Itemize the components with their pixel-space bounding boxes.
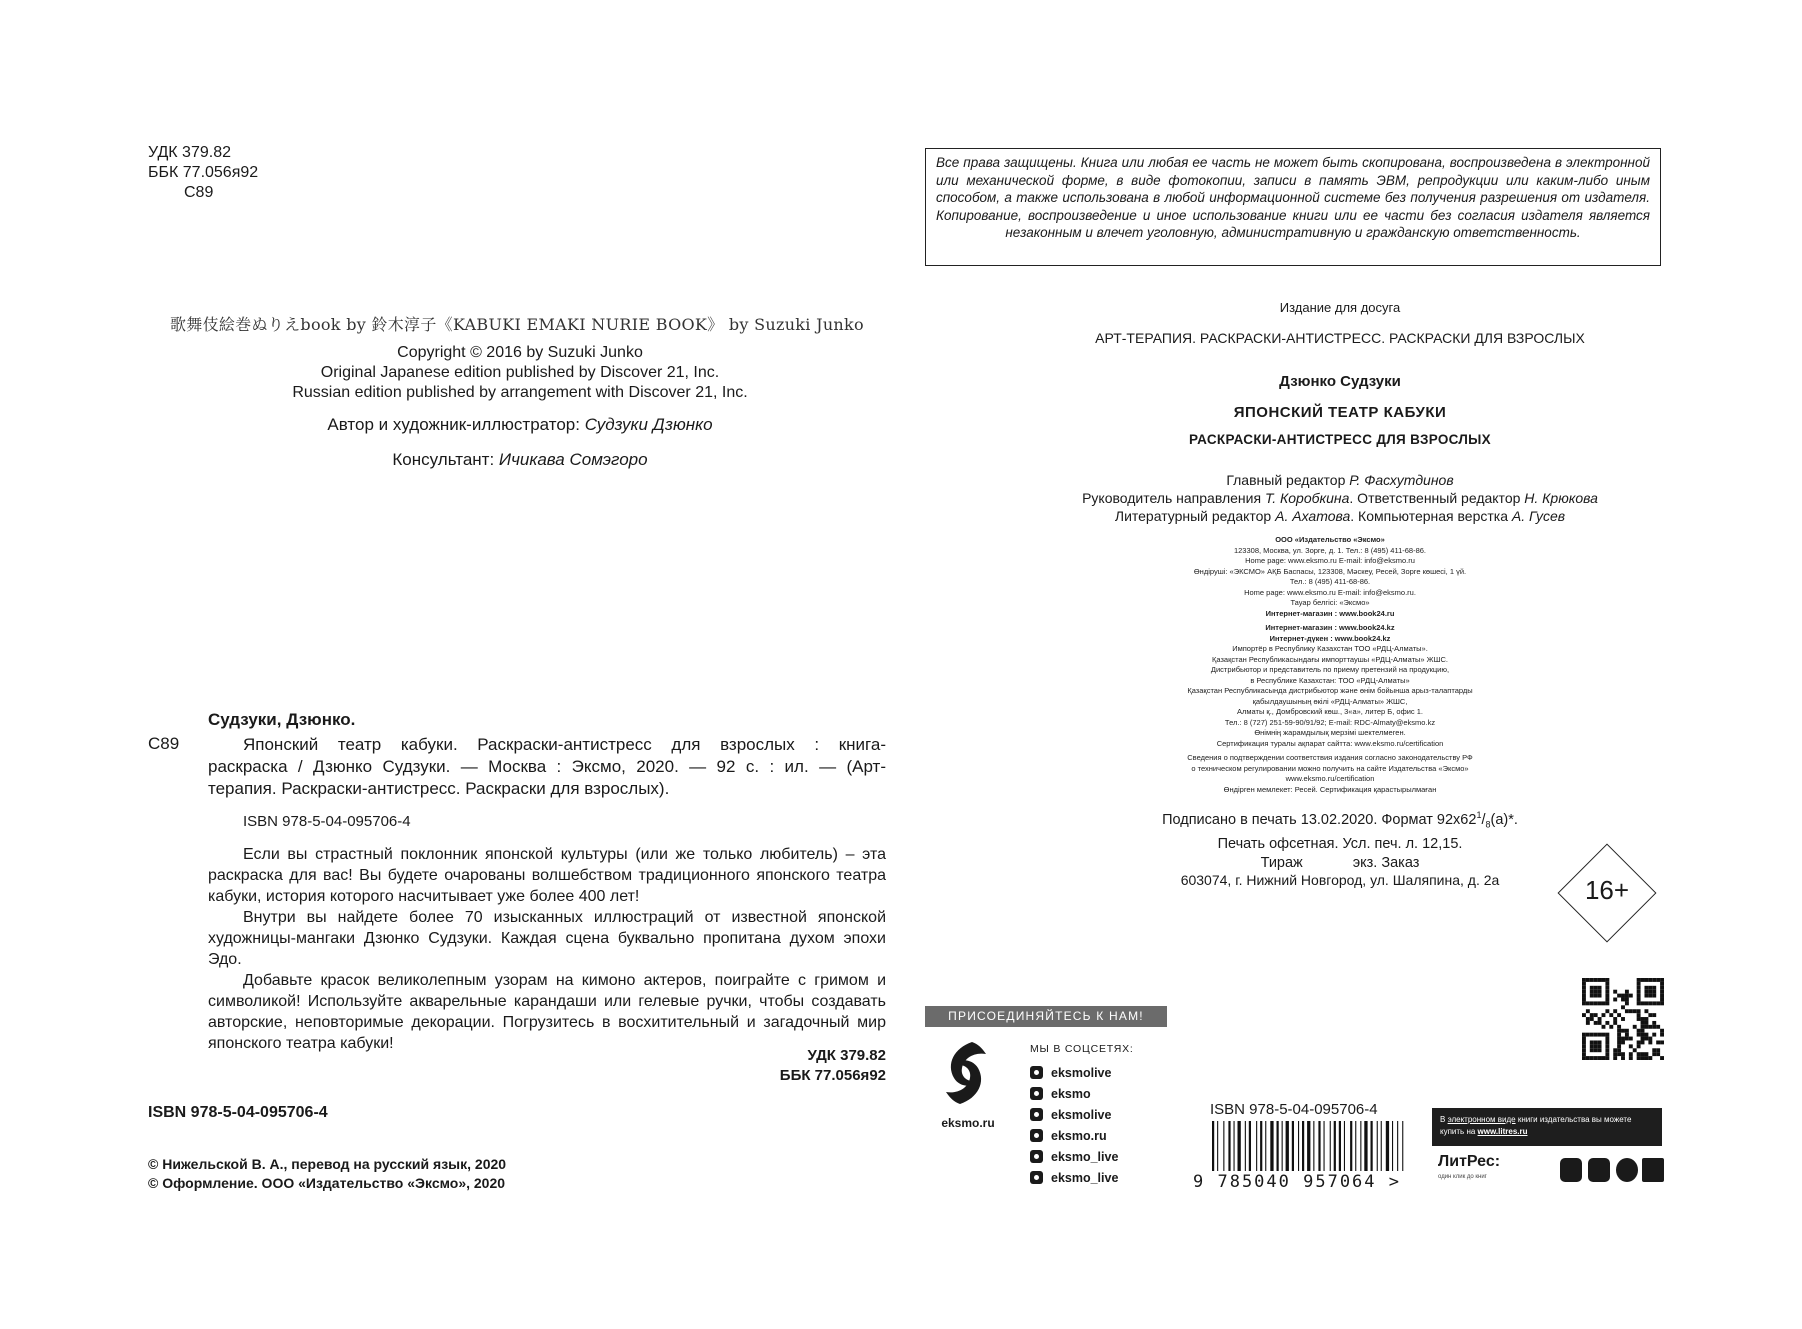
- social-item[interactable]: [1030, 1125, 1118, 1146]
- copyright-line: Copyright © 2016 by Suzuki Junko: [397, 344, 643, 361]
- copyright-line: Russian edition published by arrangement with Discover 21, Inc.: [292, 384, 748, 401]
- barcode-bar: [1217, 1121, 1218, 1171]
- social-heading: МЫ В СОЦСЕТЯХ:: [1030, 1043, 1134, 1055]
- publisher-info: [1050, 535, 1610, 795]
- print-run-label: Тираж: [1260, 854, 1303, 871]
- social-handle: eksmo.ru: [1051, 1128, 1107, 1143]
- bbk-code: ББК 77.056я92: [148, 164, 259, 181]
- windows-phone-icon: [1616, 1158, 1638, 1182]
- barcode-bar: [1364, 1121, 1367, 1171]
- litres-block: [1432, 1108, 1662, 1190]
- publisher-line: Интернет-дүкен : www.book24.kz: [1269, 633, 1391, 643]
- responsible-editor: Н. Крюкова: [1524, 490, 1598, 506]
- barcode-bar: [1286, 1121, 1289, 1171]
- udk-code: УДК 379.82: [148, 144, 231, 161]
- book-title: ЯПОНСКИЙ ТЕАТР КАБУКИ: [1233, 404, 1447, 421]
- barcode-bar: [1238, 1121, 1241, 1171]
- litres-text: купить на: [1440, 1127, 1478, 1136]
- publisher-line: Сертификация туралы ақпарат сайтта: www.eksmo.ru/certification: [1216, 738, 1444, 748]
- format-fraction-num: 1: [1476, 810, 1482, 820]
- publisher-line: о техническом регулировании можно получить на сайте Издательства «Эксмо»: [1191, 763, 1469, 773]
- barcode-digits: 9 785040 957064 >: [1193, 1172, 1401, 1192]
- publisher-line: Home page: www.eksmo.ru E-mail: info@eksmo.ru: [1245, 556, 1415, 565]
- barcode-bar: [1228, 1121, 1230, 1171]
- order-label: экз. Заказ: [1352, 854, 1420, 871]
- publisher-line: Интернет-магазин : www.book24.kz: [1265, 623, 1395, 632]
- barcode-bar: [1265, 1121, 1266, 1171]
- publisher-line: Өндіруші: «ЭКСМО» АҚБ Баспасы, 123308, Мәскеу, Ресей, Зорге көшесі, 1 үй.: [1193, 566, 1467, 576]
- apple-icon: [1560, 1158, 1582, 1182]
- social-handle: eksmo_live: [1051, 1170, 1119, 1185]
- bib-author-mark: С89: [148, 734, 180, 753]
- role-label: Руководитель направления: [1082, 490, 1265, 506]
- litres-text: книги издательства вы можете: [1515, 1115, 1632, 1124]
- barcode-bar: [1245, 1121, 1246, 1171]
- copyright-ru-line: © Оформление. ООО «Издательство «Эксмо», 2020: [148, 1175, 506, 1191]
- barcode-bar: [1397, 1121, 1398, 1171]
- publisher-line: Импортёр в Республику Казахстан ТОО «РДЦ-Алматы».: [1232, 644, 1428, 653]
- original-title: 歌舞伎絵巻ぬりえbook by 鈴木淳子《KABUKI EMAKI NURIE BOOK》 by Suzuki Junko: [170, 315, 864, 334]
- format-suffix: (а)*.: [1490, 811, 1518, 828]
- copyright-ru-line: © Нижельской В. А., перевод на русский язык, 2020: [148, 1156, 507, 1172]
- annotation-paragraph: Если вы страстный поклонник японской культуры (или же только любитель) – эта раскраска для вас! Вы будете очарованы волшебством традиционного японского театра кабуки, история которого насчитывает уже более 400 лет!: [208, 846, 886, 905]
- bib-line: раскраска / Дзюнко Судзуки. — Москва : Эксмо, 2020. — 92 с. : ил. — (Арт-: [208, 757, 886, 776]
- book-author: Дзюнко Судзуки: [1279, 373, 1401, 390]
- print-method: Печать офсетная. Усл. печ. л. 12,15.: [1217, 835, 1463, 852]
- publisher-line: www.eksmo.ru/certification: [1285, 774, 1375, 783]
- windows-icon: [1642, 1158, 1664, 1182]
- literary-editor: А. Ахатова: [1275, 508, 1351, 524]
- book-subtitle: РАСКРАСКИ-АНТИСТРЕСС ДЛЯ ВЗРОСЛЫХ: [1189, 432, 1491, 447]
- barcode-isbn: ISBN 978-5-04-095706-4: [1210, 1101, 1378, 1118]
- join-us-banner: ПРИСОЕДИНЯЙТЕСЬ К НАМ!: [925, 1006, 1167, 1027]
- publisher-line: Дистрибьютор и представитель по приему претензий на продукцию,: [1210, 665, 1450, 674]
- qr-code: [1582, 978, 1664, 1060]
- bib-description: [208, 734, 886, 800]
- eksmo-plus-icon: [1030, 1129, 1043, 1142]
- litres-brand: ЛитРес:: [1438, 1153, 1501, 1170]
- barcode-bar: [1282, 1121, 1283, 1171]
- barcode-bar: [1392, 1121, 1393, 1171]
- author-credit: [200, 415, 840, 435]
- print-date-format: Подписано в печать 13.02.2020. Формат 92х62: [1162, 811, 1477, 828]
- barcode-bar: [1355, 1121, 1356, 1171]
- twitter-icon: [1030, 1171, 1043, 1184]
- publisher-line: Home page: www.eksmo.ru E-mail: info@eksmo.ru.: [1244, 587, 1416, 597]
- social-item[interactable]: [1030, 1062, 1118, 1083]
- barcode-bar: [1324, 1121, 1325, 1171]
- barcode-bar: [1402, 1121, 1403, 1171]
- consultant-name: Ичикава Сомэгоро: [498, 450, 648, 469]
- copyright-line: Original Japanese edition published by Discover 21, Inc.: [320, 364, 720, 381]
- android-icon: [1588, 1158, 1610, 1182]
- bib-heading: Судзуки, Дзюнко.: [208, 710, 356, 729]
- barcode-bar: [1344, 1121, 1345, 1171]
- eksmo-url: eksmo.ru: [941, 1116, 995, 1130]
- barcode-bar: [1249, 1121, 1251, 1171]
- social-handle: eksmolive: [1051, 1065, 1112, 1080]
- publisher-line: Өнімнің жарамдылық мерзімі шектелмеген.: [1254, 728, 1406, 737]
- format-fraction-den: 8: [1485, 819, 1491, 830]
- publisher-line: 123308, Москва, ул. Зорге, д. 1. Тел.: 8 (495) 411-68-86.: [1233, 545, 1427, 555]
- editorial-staff: [960, 471, 1720, 525]
- publisher-line: Интернет-магазин : www.book24.ru: [1265, 608, 1395, 618]
- publisher-line: в Республике Казахстан: ТОО «РДЦ-Алматы»: [1250, 675, 1410, 685]
- publisher-line: Қазақстан Республикасындағы импорттаушы «РДЦ-Алматы» ЖШС.: [1212, 654, 1448, 664]
- social-handle: eksmo: [1051, 1086, 1091, 1101]
- barcode-bar: [1212, 1121, 1214, 1171]
- udk-bbk-bottom: [700, 1046, 886, 1086]
- social-item[interactable]: [1030, 1167, 1118, 1188]
- author-label: Автор и художник-иллюстратор:: [327, 415, 585, 434]
- youtube-icon: [1030, 1150, 1043, 1163]
- publisher-line: ООО «Издательство «Эксмо»: [1275, 535, 1385, 544]
- social-item[interactable]: [1030, 1146, 1118, 1167]
- instagram-icon: [1030, 1108, 1043, 1121]
- role-label: . Компьютерная верстка: [1350, 508, 1512, 524]
- barcode-bar: [1350, 1121, 1352, 1171]
- social-list: [1030, 1062, 1118, 1188]
- age-rating: 16+: [1584, 875, 1630, 905]
- publisher-line: Тел.: 8 (495) 411-68-86.: [1289, 577, 1371, 586]
- print-info: Подписано в печать 13.02.2020. Формат $92х62^1/_8(а)*$. Печать офсетная. Усл. печ. л. 12,15. Тираж экз. Заказ: [1000, 806, 1680, 873]
- barcode-bar: [1307, 1121, 1310, 1171]
- social-item[interactable]: [1030, 1083, 1118, 1104]
- publisher-line: Өндірген мемлекет: Ресей. Сертификация қарастырылмаған: [1223, 784, 1437, 794]
- barcode-bar: [1270, 1121, 1273, 1171]
- annotation-paragraph: Внутри вы найдете более 70 изысканных иллюстраций от известной японской художницы-мангаки Дзюнко Судзуки. Каждая сцена буквально пропитана духом эпохи Эдо.: [208, 909, 886, 968]
- barcode-bar: [1234, 1121, 1235, 1171]
- barcode-bar: [1360, 1121, 1361, 1171]
- edition-type: Издание для досуга: [1279, 300, 1401, 315]
- barcode-bar: [1339, 1121, 1341, 1171]
- barcode-bar: [1223, 1121, 1224, 1171]
- consultant-credit: [200, 450, 840, 470]
- barcode-bar: [1386, 1121, 1389, 1171]
- copyright-block: [200, 343, 840, 403]
- printer-address: 603074, г. Нижний Новгород, ул. Шаляпина, д. 2а: [1180, 872, 1500, 888]
- litres-text: электронном виде: [1447, 1115, 1516, 1124]
- annotation: [208, 844, 886, 1054]
- litres-url[interactable]: www.litres.ru: [1477, 1127, 1528, 1136]
- role-label: Литературный редактор: [1114, 508, 1276, 524]
- author-mark: С89: [184, 184, 214, 201]
- bib-isbn: ISBN 978-5-04-095706-4: [243, 813, 411, 830]
- barcode-bar: [1381, 1121, 1382, 1171]
- role-label: . Ответственный редактор: [1349, 490, 1525, 506]
- bib-line: Японский театр кабуки. Раскраски-антистресс для взрослых : книга-: [243, 735, 886, 754]
- litres-slogan: один клик до книг: [1438, 1174, 1487, 1180]
- barcode-bar: [1292, 1121, 1294, 1171]
- consultant-label: Консультант:: [392, 450, 499, 469]
- barcode-bar: [1302, 1121, 1304, 1171]
- barcode-bar: [1277, 1121, 1279, 1171]
- series-name: АРТ-ТЕРАПИЯ. РАСКРАСКИ-АНТИСТРЕСС. РАСКРАСКИ ДЛЯ ВЗРОСЛЫХ: [1095, 330, 1585, 346]
- chief-editor: Р. Фасхутдинов: [1349, 472, 1454, 488]
- role-label: Главный редактор: [1226, 472, 1350, 488]
- barcode-bar: [1318, 1121, 1320, 1171]
- barcode-bar: [1371, 1121, 1373, 1171]
- barcode-bar: [1260, 1121, 1262, 1171]
- translation-copyright: [148, 1155, 506, 1193]
- social-item[interactable]: [1030, 1104, 1118, 1125]
- publisher-line: Тауар белгісі: «Эксмо»: [1290, 598, 1370, 607]
- publisher-line: Қазақстан Республикасында дистрибьютор және өнім бойынша арыз-талаптарды: [1187, 686, 1473, 695]
- litres-text: В: [1440, 1115, 1448, 1124]
- barcode-bar: [1334, 1121, 1336, 1171]
- isbn-main: ISBN 978-5-04-095706-4: [148, 1104, 328, 1121]
- udk-bbk-top: [148, 143, 258, 203]
- publisher-line: Тел.: 8 (727) 251-59-90/91/92; E-mail: RDC-Almaty@eksmo.kz: [1224, 717, 1436, 727]
- vk-icon: [1030, 1087, 1043, 1100]
- publisher-line: Сведения о подтверждении соответствия издания согласно законодательству РФ: [1187, 753, 1473, 762]
- barcode-bar: [1313, 1121, 1314, 1171]
- layout-designer: А. Гусев: [1511, 508, 1566, 524]
- eksmo-logo-icon: [940, 1038, 992, 1108]
- facebook-icon: [1030, 1066, 1043, 1079]
- publisher-line: қабылдаушының өкілі «РДЦ-Алматы» ЖШС,: [1252, 696, 1408, 706]
- social-handle: eksmo_live: [1051, 1149, 1119, 1164]
- rights-notice: Все права защищены. Книга или любая ее часть не может быть скопирована, воспроизведена в электронной или механической форме, в виде фотокопии, записи в память ЭВМ, репродукции или каким-либо иным способом, а также использована в любой информационной системе без получения разрешения от издателя. Копирование, воспроизведение и иное использование книги или ее части без согласия издателя является незаконным и влечет уголовную, административную и гражданскую ответственность.: [925, 148, 1661, 266]
- barcode-bar: [1256, 1121, 1257, 1171]
- litres-banner: [1432, 1108, 1662, 1146]
- barcode-bar: [1298, 1121, 1299, 1171]
- udk-code: УДК 379.82: [807, 1047, 886, 1064]
- author-name: Судзуки Дзюнко: [584, 415, 713, 434]
- barcode-bar: [1330, 1121, 1331, 1171]
- annotation-paragraph: Добавьте красок великолепным узорам на кимоно актеров, поиграйте с гримом и символикой! Используйте акварельные карандаши или гелевые ручки, чтобы создавать авторские, неповторимые декорации. Погрузитесь в восхитительный и загадочный мир японского театра кабуки!: [208, 972, 886, 1052]
- head-of-direction: Т. Коробкина: [1264, 490, 1350, 506]
- publisher-line: Алматы қ., Домбровский көш., 3«а», литер Б, офис 1.: [1236, 707, 1424, 716]
- social-handle: eksmolive: [1051, 1107, 1112, 1122]
- barcode-bar: [1377, 1121, 1378, 1171]
- bbk-code: ББК 77.056я92: [779, 1067, 886, 1084]
- bib-line: терапия. Раскраски-антистресс. Раскраски для взрослых).: [208, 779, 670, 798]
